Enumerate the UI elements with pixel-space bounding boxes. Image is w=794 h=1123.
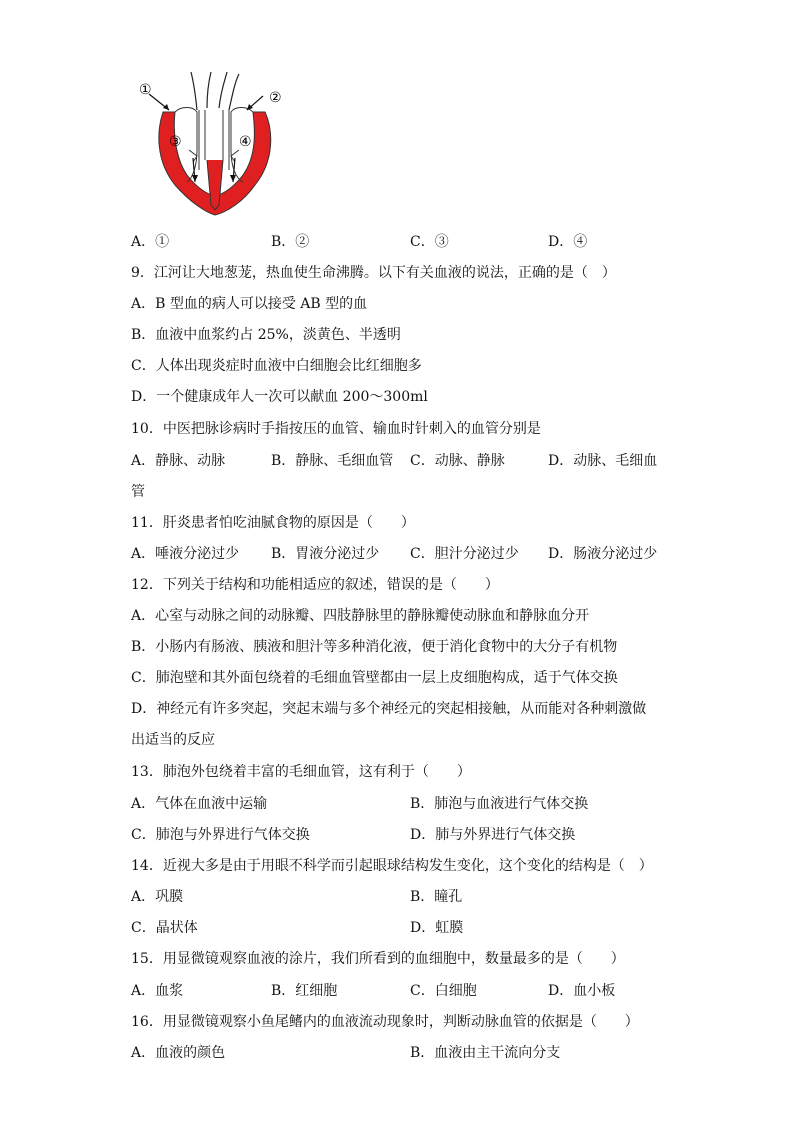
- q13-option-d: D．肺与外界进行气体交换: [410, 827, 576, 843]
- label-1: ①: [139, 82, 152, 98]
- q10-option-b: B．静脉、毛细血管: [271, 453, 394, 469]
- q10-stem: 10．中医把脉诊病时手指按压的血管、输血时针刺入的血管分别是: [131, 421, 541, 437]
- q15-stem: 15．用显微镜观察血液的涂片，我们所看到的血细胞中，数量最多的是（ ）: [131, 951, 625, 967]
- heart-diagram: [135, 70, 295, 220]
- q11-option-b: B．胃液分泌过少: [271, 546, 380, 562]
- label-4: ④: [239, 134, 252, 150]
- q10-option-d-wrap: 管: [131, 484, 145, 500]
- q11-option-d: D．肠液分泌过少: [548, 546, 658, 562]
- q11-option-a: A．唾液分泌过少: [131, 546, 240, 562]
- label-3: ③: [169, 134, 182, 150]
- q8-option-d: D．④: [548, 234, 588, 250]
- q16-option-a: A．血液的颜色: [131, 1045, 226, 1061]
- q10-option-d: D．动脉、毛细血: [548, 453, 658, 469]
- q14-stem: 14．近视大多是由于用眼不科学而引起眼球结构发生变化，这个变化的结构是（ ）: [131, 858, 653, 874]
- q12-stem: 12．下列关于结构和功能相适应的叙述，错误的是（ ）: [131, 577, 499, 593]
- q14-option-d: D．虹膜: [410, 920, 464, 936]
- q13-option-a: A．气体在血液中运输: [131, 796, 268, 812]
- q11-option-c: C．胆汁分泌过少: [410, 546, 519, 562]
- q8-option-c: C．③: [410, 234, 449, 250]
- q12-option-d-wrap: 出适当的反应: [131, 732, 215, 748]
- q8-option-a: A．①: [131, 234, 170, 250]
- q9-option-b: B．血液中血浆约占 25%，淡黄色、半透明: [131, 327, 401, 343]
- q12-option-a: A．心室与动脉之间的动脉瓣、四肢静脉里的静脉瓣使动脉血和静脉血分开: [131, 608, 590, 624]
- q14-option-c: C．晶状体: [131, 920, 198, 936]
- q10-option-a: A．静脉、动脉: [131, 453, 226, 469]
- q15-option-c: C．白细胞: [410, 983, 477, 999]
- q15-option-d: D．血小板: [548, 983, 616, 999]
- q13-stem: 13．肺泡外包绕着丰富的毛细血管，这有利于（ ）: [131, 764, 471, 780]
- q9-stem: 9．江河让大地葱茏，热血使生命沸腾。以下有关血液的说法，正确的是（ ）: [131, 265, 616, 281]
- q9-option-a: A．B 型血的病人可以接受 AB 型的血: [131, 296, 368, 312]
- q14-option-a: A．巩膜: [131, 889, 184, 905]
- q15-option-a: A．血浆: [131, 983, 184, 999]
- q8-option-b: B．②: [271, 234, 310, 250]
- vessel-lines: [191, 72, 239, 110]
- q13-option-c: C．肺泡与外界进行气体交换: [131, 827, 310, 843]
- q11-stem: 11．肝炎患者怕吃油腻食物的原因是（ ）: [131, 515, 415, 531]
- q14-option-b: B．瞳孔: [410, 889, 463, 905]
- q13-option-b: B．肺泡与血液进行气体交换: [410, 796, 589, 812]
- q9-option-c: C．人体出现炎症时血液中白细胞会比红细胞多: [131, 358, 422, 374]
- q16-stem: 16．用显微镜观察小鱼尾鳍内的血液流动现象时，判断动脉血管的依据是（ ）: [131, 1014, 639, 1030]
- q16-option-b: B．血液由主干流向分支: [410, 1045, 561, 1061]
- q10-option-c: C．动脉、静脉: [410, 453, 505, 469]
- label-2: ②: [269, 90, 282, 106]
- q15-option-b: B．红细胞: [271, 983, 338, 999]
- q12-option-d: D．神经元有许多突起，突起末端与多个神经元的突起相接触，从而能对各种刺激做: [131, 701, 647, 717]
- q12-option-c: C．肺泡壁和其外面包绕着的毛细血管壁都由一层上皮细胞构成，适于气体交换: [131, 670, 618, 686]
- q12-option-b: B．小肠内有肠液、胰液和胆汁等多种消化液，便于消化食物中的大分子有机物: [131, 639, 618, 655]
- q9-option-d: D．一个健康成年人一次可以献血 200～300ml: [131, 389, 428, 405]
